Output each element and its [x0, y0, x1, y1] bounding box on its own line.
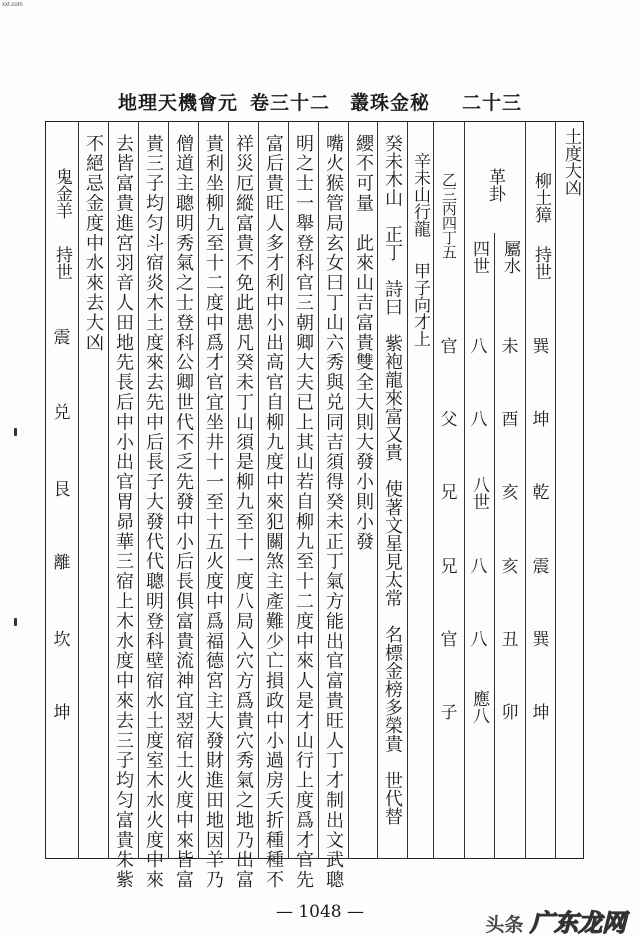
- heading-tu-du-da-xiong: 土度大凶: [561, 128, 581, 196]
- number-cell: 八: [470, 410, 488, 430]
- text-column: 癸未木山 正丁 詩曰 紫袍龍來富又貴 使著文星見太常 名標金榜多榮貴 世代替: [382, 134, 403, 826]
- watermark: [485, 903, 626, 938]
- generation-label: 四世: [469, 240, 489, 274]
- trigram-cell: 坎: [53, 630, 71, 650]
- volume-label: 卷三十二: [250, 92, 331, 114]
- trigram-cell: 坤: [532, 410, 550, 430]
- text-column: 纓不可量 此來山吉富貴雙全大則大發小則小發: [353, 134, 374, 552]
- page-number: — 1048 —: [275, 902, 365, 922]
- relation-cell: 子: [440, 703, 458, 723]
- branch-cell: 亥: [501, 483, 519, 503]
- text-column: 明之士一舉登科官三朝卿大夫已上其山若自柳九至十二度中來人是才山行上度爲才官先: [293, 134, 314, 891]
- source-mark: xxt.com: [2, 2, 23, 8]
- trigram-cell: 離: [53, 553, 71, 573]
- mansion-name: 鬼金羊: [52, 168, 72, 219]
- text-column: 去皆富貴進宮羽音人田地先長后中小出官胃昴華三宿上木水度中來去三子均匀富貴朱紫: [113, 134, 134, 891]
- watermark-brand: 广东龙网: [530, 909, 626, 937]
- relation-cell: 父: [440, 410, 458, 430]
- relation-cell: 官: [440, 630, 458, 650]
- text-column: 祥災厄縱富貴不免此患凡癸未丁山須是柳九至十一度八局入穴方爲貴穴秀氣之地乃出富: [233, 134, 254, 891]
- relation-cell: 兄: [440, 483, 458, 503]
- dragon-line: 辛未山行龍: [410, 152, 430, 237]
- number-cell: 應八: [469, 690, 489, 724]
- trigram-cell: 震: [532, 557, 550, 577]
- text-column: 貴利坐柳九至十二度中爲才官宜坐井十一至十五火度中爲福德宮主大發財進田地因羊乃: [203, 134, 224, 891]
- book-title: 地理天機會元: [118, 92, 239, 114]
- trigram-cell: 艮: [53, 480, 71, 500]
- branch-cell: 亥: [501, 557, 519, 577]
- binding-mark: [14, 428, 17, 436]
- text-column: 富后貴旺人多才利中小出高官自柳九度中來犯關煞主產難少亡損政中小過房夭折種種不: [263, 134, 284, 891]
- hexagram-name: 革卦: [485, 168, 505, 202]
- trigram-cell: 兑: [53, 403, 71, 423]
- text-column: 不絕忌金度中水來去大凶: [83, 134, 104, 353]
- hold-world-label: 持世: [52, 246, 72, 280]
- folio-number: 二十三: [462, 92, 523, 114]
- element-label: 屬水: [500, 240, 520, 274]
- branch-cell: 未: [501, 337, 519, 357]
- number-cell: 八: [470, 630, 488, 650]
- section-title: 叢珠金秘: [350, 92, 431, 114]
- trigram-cell: 巽: [532, 337, 550, 357]
- number-cell: 八世: [469, 476, 489, 510]
- branch-cell: 酉: [501, 410, 519, 430]
- stems-label: 乙三丙四丁五: [440, 172, 458, 259]
- text-column: 貴三子均匀斗宿炎木土度來去先中后長子大發代代聰明登科壁宿水土度室木水火度中來: [143, 134, 164, 891]
- number-cell: 八: [470, 557, 488, 577]
- trigram-cell: 坤: [53, 703, 71, 723]
- text-column: 嘴火猴管局玄女曰丁山六秀與兑同吉須得癸未正丁氣方能出官富貴旺人丁才制出文武聰: [323, 134, 344, 891]
- number-cell: 八: [470, 337, 488, 357]
- branch-cell: 丑: [501, 630, 519, 650]
- trigram-cell: 乾: [532, 483, 550, 503]
- text-column: 僧道主聰明秀氣之士登科公卿世代不乏先發中小后長俱富貴流神宜翌宿土火度中來皆富: [173, 134, 194, 891]
- binding-mark: [14, 618, 17, 626]
- mansion-name: 柳土獐: [531, 172, 551, 223]
- trigram-cell: 震: [53, 328, 71, 348]
- trigram-cell: 巽: [532, 630, 550, 650]
- facing-line: 甲子向才上: [410, 262, 430, 347]
- relation-cell: 官: [440, 337, 458, 357]
- trigram-cell: 坤: [532, 703, 550, 723]
- column-rule: [494, 233, 495, 859]
- watermark-prefix: 头条: [485, 914, 524, 936]
- branch-cell: 卯: [501, 703, 519, 723]
- hold-world-label: 持世: [531, 246, 551, 280]
- relation-cell: 兄: [440, 557, 458, 577]
